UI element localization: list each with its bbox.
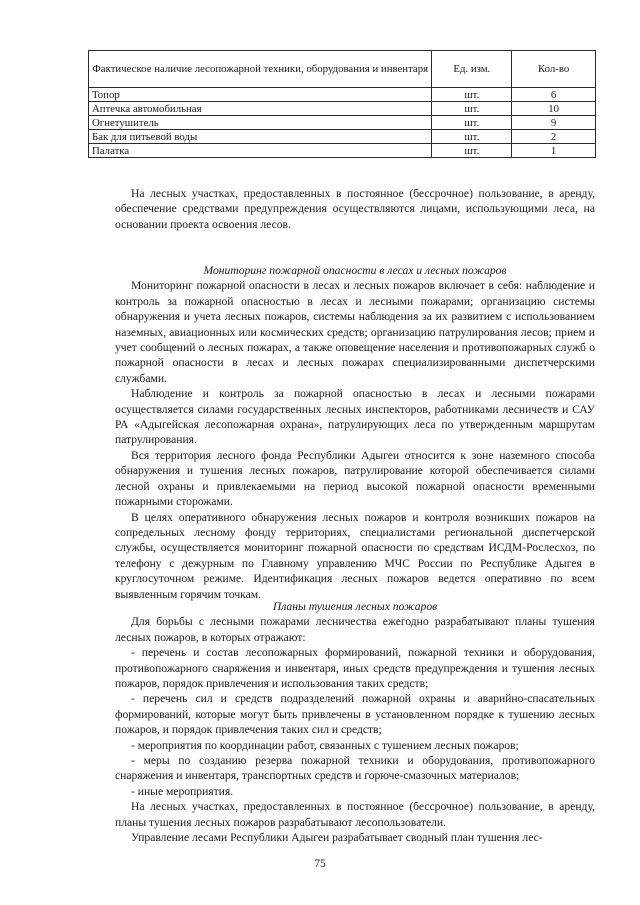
table-row (89, 102, 596, 116)
section-heading-monitoring: Мониторинг пожарной опасности в лесах и лесных пожаров (203, 264, 507, 277)
row-qty: 1 (512, 144, 596, 158)
table-header-row (89, 51, 596, 88)
table-row (89, 130, 596, 144)
intro-block (115, 186, 595, 232)
row-name: Топор (89, 88, 432, 102)
monitoring-paragraph: В целях оперативного обнаружения лесных пожаров и контроля возникших пожаров на сопредельных лесному фонду территориях, специалистами региональной диспетчерской службы, осуществляется мониторинг пожарной опасности по средствам ИСДМ-Рослесхоз, по телефону с дежурным по Главному управлению МЧС России по Республике Адыгея в круглосуточном режиме. Идентификация лесных пожаров ведется оперативно по всем выявленным горячим точкам. (115, 510, 595, 601)
plans-list-item: - иные мероприятия. (131, 784, 234, 798)
equipment-table (88, 50, 596, 158)
plans-paragraph: Управление лесами Республики Адыгеи разрабатывает сводный план тушения лес- (131, 831, 543, 845)
row-unit: шт. (432, 88, 512, 102)
page-number: 75 (314, 857, 326, 870)
row-unit: шт. (432, 116, 512, 130)
row-unit: шт. (432, 130, 512, 144)
row-qty: 10 (512, 102, 596, 116)
plans-list-item: - мероприятия по координации работ, связанных с тушением лесных пожаров; (131, 738, 519, 752)
monitoring-paragraph: Наблюдение и контроль за пожарной опасностью в лесах и лесными пожарами осуществляется силами государственных лесных инспекторов, работниками лесничеств и САУ РА «Адыгейская лесопожарная охрана», патрулирующих леса по утвержденным маршрутам патрулирования. (115, 387, 595, 447)
plans-section (115, 599, 595, 846)
row-qty: 9 (512, 116, 596, 130)
monitoring-section (115, 263, 595, 602)
section-heading-plans: Планы тушения лесных пожаров (272, 600, 438, 613)
intro-paragraph: На лесных участках, предоставленных в постоянное (бессрочное) пользование, в аренду, обеспечение средствами предупреждения осуществляются лицами, использующими леса, на основании проекта освоения лесов. (115, 187, 595, 231)
monitoring-paragraph: Вся территория лесного фонда Республики Адыгеи относится к зоне наземного способа обнаружения и тушения лесных пожаров, патрулирование которой обеспечивается силами лесной охраны и привлекаемыми на период высокой пожарной опасности временными пожарными сторожами. (115, 448, 595, 509)
header-equipment: Фактическое наличие лесопожарной техники, оборудования и инвентаря (89, 51, 432, 88)
plans-list-item: - перечень и состав лесопожарных формирований, пожарной техники и оборудования, противопожарного снаряжения и инвентаря, иных средств предупреждения и тушения лесных пожаров, порядок привлечения и использования таких средств; (115, 646, 595, 691)
header-unit: Ед. изм. (432, 51, 512, 88)
row-unit: шт. (432, 102, 512, 116)
plans-list-item: - меры по созданию резерва пожарной техники и оборудования, противопожарного снаряжения и инвентаря, транспортных средств и горюче-смазочных материалов; (115, 754, 595, 783)
monitoring-paragraph: Мониторинг пожарной опасности в лесах и лесных пожаров включает в себя: наблюдение и контроль за пожарной опасностью в лесах и лесными пожарами; организацию системы обнаружения и учета лесных пожаров, системы наблюдения за их развитием с использованием наземных, авиационных или космических средств; организацию патрулирования лесов; прием и учет сообщений о лесных пожарах, а также оповещение населения и противопожарных служб о пожарной опасности в лесах и лесных пожарах специализированными диспетчерскими службами. (115, 279, 595, 385)
row-name: Палатка (89, 144, 432, 158)
row-name: Аптечка автомобильная (89, 102, 432, 116)
row-qty: 2 (512, 130, 596, 144)
row-name: Огнетушитель (89, 116, 432, 130)
plans-paragraph: На лесных участках, предоставленных в постоянное (бессрочное) пользование, в аренду, планы тушения лесных пожаров разрабатывают лесопользователи. (115, 800, 595, 829)
table-row (89, 116, 596, 130)
header-quantity: Кол-во (512, 51, 596, 88)
plans-list-item: - перечень сил и средств подразделений пожарной охраны и аварийно-спасательных формирований, которые могут быть привлечены в установленном порядке к тушению лесных пожаров, и порядок привлечения таких сил и средств; (115, 692, 595, 737)
row-qty: 6 (512, 88, 596, 102)
plans-intro: Для борьбы с лесными пожарами лесничества ежегодно разрабатывают планы тушения лесных пожаров, в которых отражают: (115, 615, 595, 644)
row-name: Бак для питьевой воды (89, 130, 432, 144)
table-row (89, 144, 596, 158)
table-row (89, 88, 596, 102)
row-unit: шт. (432, 144, 512, 158)
